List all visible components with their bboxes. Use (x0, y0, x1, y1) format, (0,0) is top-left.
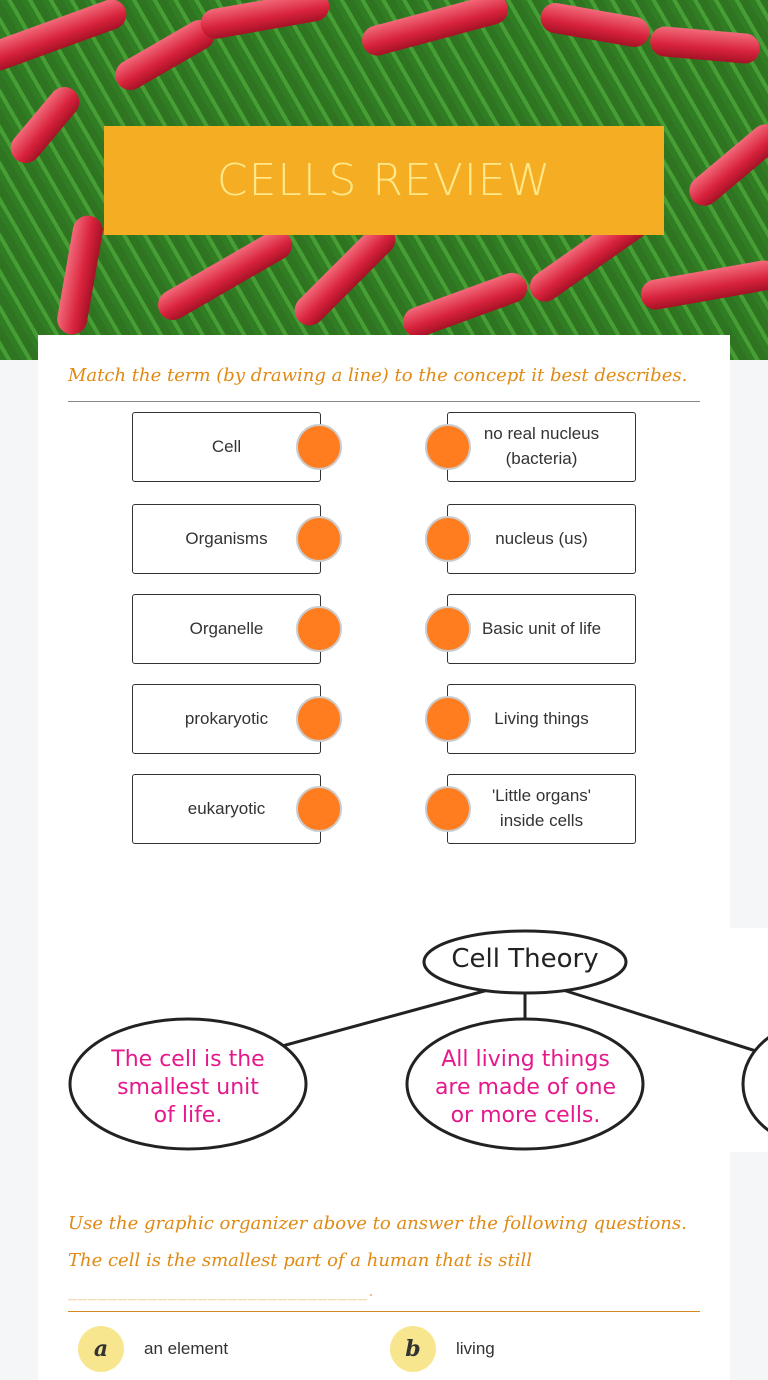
concept-connector-dot[interactable] (425, 786, 471, 832)
concept-connector-dot[interactable] (425, 606, 471, 652)
concept-connector-dot[interactable] (425, 696, 471, 742)
term-connector-dot[interactable] (296, 696, 342, 742)
term-label: eukaryotic (187, 798, 266, 818)
concept-label: Living things (494, 708, 589, 728)
option-letter: a (78, 1326, 124, 1372)
match-concept (447, 412, 636, 482)
question-prompt: The cell is the smallest part of a human that is still (68, 1250, 533, 1271)
term-label: Organisms (185, 528, 268, 548)
question-intro: Use the graphic organizer above to answer the following questions. (68, 1213, 687, 1234)
worksheet-card (38, 335, 730, 1380)
concept-label: nucleus (us) (495, 528, 588, 548)
match-term (132, 774, 321, 844)
divider (68, 1311, 700, 1312)
option-text: living (456, 1339, 495, 1358)
match-concept (447, 504, 636, 574)
option-b[interactable] (390, 1326, 495, 1372)
diagram-node: All living things are made of one or more cells. (434, 1047, 617, 1128)
option-text: an element (144, 1339, 229, 1358)
term-label: Cell (211, 436, 242, 456)
concept-connector-dot[interactable] (425, 424, 471, 470)
match-concept (447, 684, 636, 754)
term-connector-dot[interactable] (296, 516, 342, 562)
term-label: prokaryotic (184, 708, 269, 728)
term-label: Organelle (189, 618, 264, 638)
concept-label: 'Little organs' inside cells (491, 786, 592, 830)
concept-label: no real nucleus (bacteria) (483, 424, 600, 468)
question-prompt: Match the term (by drawing a line) to the concept it best describes. (68, 365, 688, 386)
match-term (132, 504, 321, 574)
option-a[interactable] (78, 1326, 228, 1372)
diagram-root: Cell Theory (451, 944, 599, 974)
term-connector-dot[interactable] (296, 786, 342, 832)
diagram-node: The cell is the smallest unit of life. (111, 1047, 265, 1128)
answer-blank: ______________________________. (68, 1280, 375, 1301)
divider (68, 401, 700, 402)
option-letter: b (390, 1326, 436, 1372)
match-term (132, 684, 321, 754)
cell-theory-diagram (38, 928, 768, 1152)
match-concept (447, 774, 636, 844)
concept-label: Basic unit of life (481, 618, 602, 638)
concept-connector-dot[interactable] (425, 516, 471, 562)
term-connector-dot[interactable] (296, 606, 342, 652)
match-term (132, 412, 321, 482)
term-connector-dot[interactable] (296, 424, 342, 470)
match-term (132, 594, 321, 664)
match-concept (447, 594, 636, 664)
page-title: CELLS REVIEW (104, 126, 664, 235)
